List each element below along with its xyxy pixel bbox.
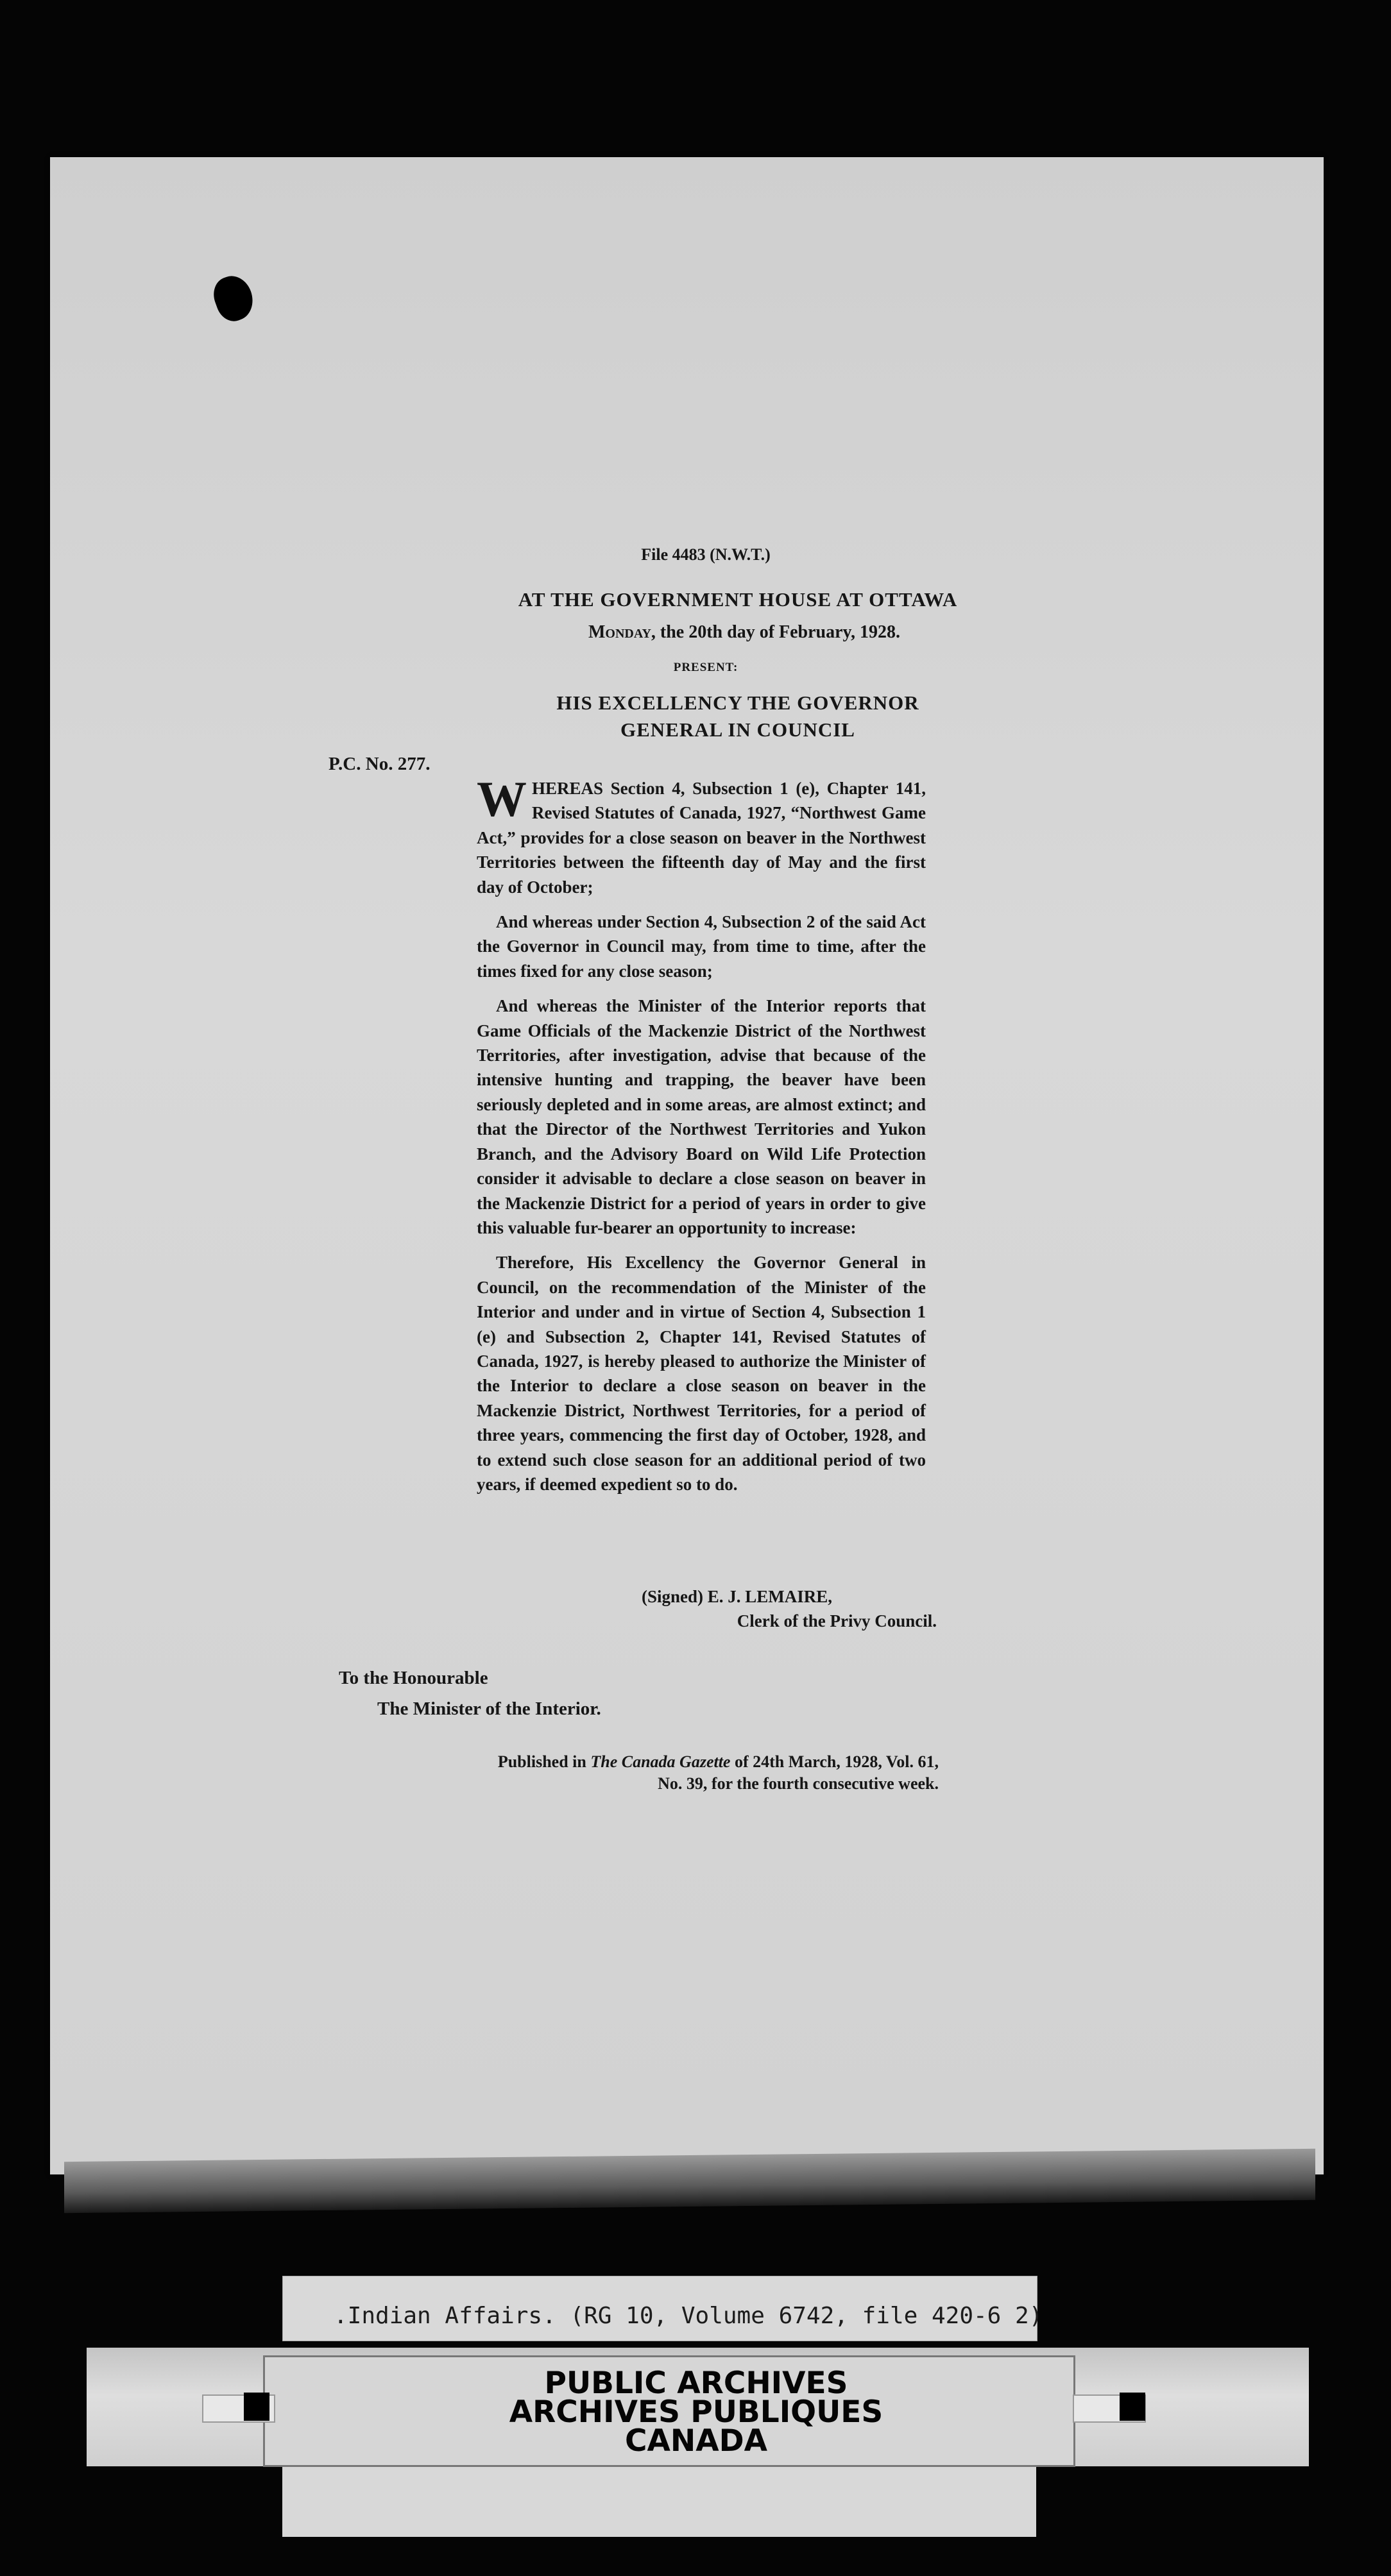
paragraph-governor-power: And whereas under Section 4, Subsection 2 of the said Act the Governor in Council may, from time to time, after the times fixed for any close season; xyxy=(477,912,926,981)
stamp-line-3: CANADA xyxy=(625,2423,767,2459)
file-reference: File 4483 (N.W.T.) xyxy=(641,545,771,564)
gazette-name: The Canada Gazette xyxy=(590,1752,731,1771)
archive-stamp-text xyxy=(359,2366,1033,2459)
addressee-line-1: To the Honourable xyxy=(339,1668,488,1688)
archive-band-lower xyxy=(282,2463,1036,2537)
addressee-line-2: The Minister of the Interior. xyxy=(377,1699,601,1719)
date-day: Monday xyxy=(588,622,651,642)
published-prefix: Published in xyxy=(497,1752,591,1771)
signed-line: (Signed) E. J. LEMAIRE, xyxy=(642,1587,833,1606)
pc-number: P.C. No. 277. xyxy=(329,754,431,774)
drop-cap: W xyxy=(477,771,527,827)
paragraph-therefore: Therefore, His Excellency the Governor General in Council, on the recommendation of the Minister of the Interior and under and in virtue of Section 4, Subsection 1 (e) and Subsection 2, Chapter 141, Revised Statutes of Canada, 1927, is hereby pleased to authorize the Minister of the Interior to declare a close season on beaver in the Mackenzie District, Northwest Territories, for a period of three years, commencing the first day of October, 1928, and to extend such close season for an additional period of two years, if deemed expedient so to do. xyxy=(477,1253,926,1494)
publication-note xyxy=(470,1751,939,1795)
stamp-line-2: ARCHIVES PUBLIQUES xyxy=(509,2394,883,2430)
published-suffix: of 24th March, 1928, Vol. 61, No. 39, for the fourth consecutive week. xyxy=(658,1752,939,1793)
excellency-heading xyxy=(449,690,1027,743)
excellency-line-2: GENERAL IN COUNCIL xyxy=(620,718,855,741)
order-body xyxy=(477,771,926,1507)
present-label: PRESENT: xyxy=(673,661,738,674)
excellency-line-1: HIS EXCELLENCY THE GOVERNOR xyxy=(556,691,919,714)
signature-block xyxy=(642,1584,937,1633)
signed-title: Clerk of the Privy Council. xyxy=(737,1611,937,1631)
date-text: , the 20th day of February, 1928. xyxy=(651,622,901,642)
paragraph-whereas xyxy=(477,771,926,899)
stamp-line-1: PUBLIC ARCHIVES xyxy=(544,2366,848,2401)
paragraph-minister-report: And whereas the Minister of the Interior reports that Game Officials of the Mackenzie District of the Northwest Territories, after investigation, advise that because of the intensive hunting and trapping, the beaver have been seriously depleted and in some areas, are almost extinct; and that the Director of the Northwest Territories and Yukon Branch, and the Advisory Board on Wild Life Protection consider it advisable to declare a close season on beaver in the Mackenzie District for a period of years in order to give this valuable fur-bearer an opportunity to increase: xyxy=(477,996,926,1237)
date-line xyxy=(488,622,1001,643)
right-marker xyxy=(1120,2393,1145,2421)
left-marker xyxy=(244,2393,269,2421)
document-heading: AT THE GOVERNMENT HOUSE AT OTTAWA xyxy=(518,588,958,611)
archive-reference: .Indian Affairs. (RG 10, Volume 6742, file 420-6 2) xyxy=(334,2303,1043,2329)
paragraph-text: HEREAS Section 4, Subsection 1 (e), Chapter 141, Revised Statutes of Canada, 1927, “Northwest Game Act,” provides for a close season on beaver in the Northwest Territories between the fifteenth day of May and the first day of October; xyxy=(477,779,926,897)
